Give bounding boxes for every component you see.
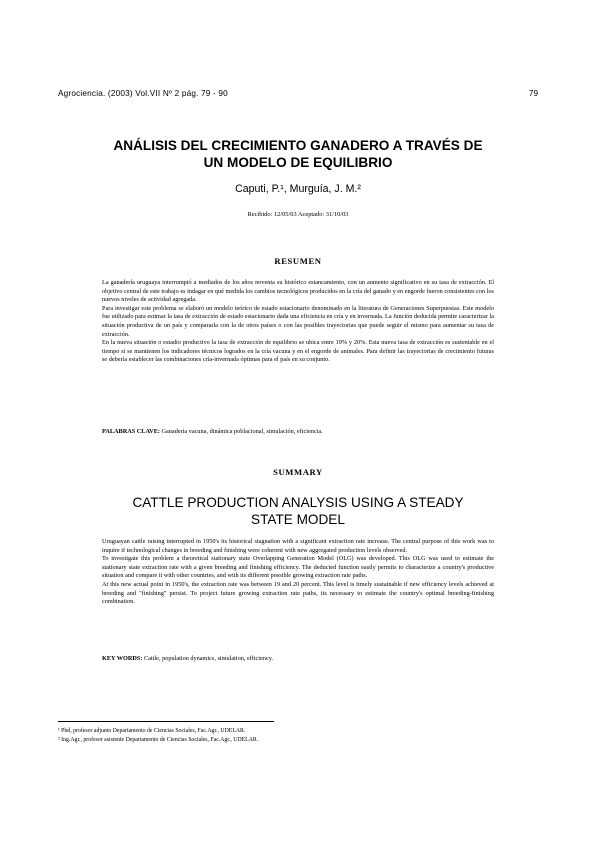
- keywords-en-list: Cattle, population dynamics, simulation, efficiency.: [142, 655, 273, 662]
- footnotes: [58, 727, 478, 745]
- resumen-paragraph: Para investigar este problema se elaboró un modelo teórico de estado estacionario denominado en la literatura de Generaciones Superpuestas. Este modelo fue utilizado para estimar la tasa de extracción de estado estacionario dada una eficiencia en cría y en invernada. La función deducida permite caracterizar la situación productiva de un país y compararla con la de otros países o con las posibles trayectorias que puede seguir el mismo para aumentar su tasa de extracción.: [102, 304, 494, 338]
- paper-title-en-line1: CATTLE PRODUCTION ANALYSIS USING A STEADY: [132, 495, 464, 510]
- resumen-heading: RESUMEN: [274, 256, 322, 266]
- keywords-es: [102, 428, 494, 437]
- paper-title-es-line1: ANÁLISIS DEL CRECIMIENTO GANADERO A TRAVÉS DE: [113, 138, 483, 153]
- keywords-es-list: Ganadería vacuna, dinámica poblacional, simulación, eficiencia.: [159, 428, 323, 435]
- resumen-paragraph: La ganadería uruguaya interrumpió a mediados de los años noventa su histórico estancamiento, con un aumento significativo en su tasa de extracción. El objetivo central de este trabajo es indagar en qué medida los cambios tecnológicos producidos en la cría del ganado y en engorde fueron consistentes con los nuevos niveles de actividad agregada.: [102, 279, 494, 304]
- footnote-divider: [58, 721, 274, 722]
- keywords-en: [102, 655, 494, 664]
- page-number: 79: [528, 89, 538, 98]
- summary-paragraph: At this new actual point in 1950's, the extraction rate was between 19 and 20 percent. This level is timely sustainable if new efficiency levels achieved at breeding and "finishing" persist. To project future growing extraction rate paths, its necessary to estimate the country's optimal breeding-finishing combination.: [102, 580, 494, 606]
- paper-title-es-line2: UN MODELO DE EQUILIBRIO: [203, 155, 393, 170]
- paper-title-en-line2: STATE MODEL: [251, 512, 345, 527]
- summary-heading: SUMMARY: [273, 467, 323, 477]
- footnote: ² Ing.Agr., profesor asistente Departamento de Ciencias Sociales, Fac.Agr., UDELAR.: [58, 737, 259, 744]
- summary-body: [102, 538, 494, 607]
- resumen-paragraph: En la nueva situación o estadio productivo la tasa de extracción de equilibrio se ubica entre 19% y 20%. Esta nueva tasa de extracción es sustentable en el tiempo si se mantienen los indicadores técnicos logrados en la cría vacuna y en el engorde de animales. Para definir las trayectorias de crecimiento futuras se debería establecer las combinaciones cría-invernada óptimas para el país en su conjunto.: [102, 339, 494, 364]
- keywords-es-label: PALABRAS CLAVE:: [102, 428, 160, 435]
- journal-citation: Agrociencia. (2003) Vol.VII Nº 2 pág. 79 - 90: [58, 89, 228, 98]
- received-dates: Recibido: 12/05/03 Aceptado: 31/10/03: [247, 211, 349, 218]
- summary-paragraph: To investigate this problem a theoretical stationary state Overlapping Generation Model (OLG) was developed. This OLG was used to estimate the stationary state extraction rate with a given breeding and finishing efficiency. The deducted function easily permits to characterize a country's productive situation and compare it with other countries, and with its different possible growing extraction rate paths.: [102, 555, 494, 580]
- resumen-body: [102, 279, 494, 365]
- footnote: ¹ Phd, profesor adjunto Departamento de Ciencias Sociales, Fac.Agr., UDELAR.: [58, 728, 246, 734]
- paper-title-en: [60, 494, 536, 528]
- keywords-en-label: KEY WORDS:: [102, 655, 143, 662]
- authors: Caputi, P.¹, Murguía, J. M.²: [235, 183, 361, 195]
- summary-paragraph: Uruguayan cattle raising interrupted in 1950's its historical stagnation with a significant extraction rate increase. The central purpose of this work was to inquire if technological changes in breeding and finishing were coherent with new aggregated production levels observed.: [102, 538, 494, 554]
- paper-title-es: [60, 137, 536, 171]
